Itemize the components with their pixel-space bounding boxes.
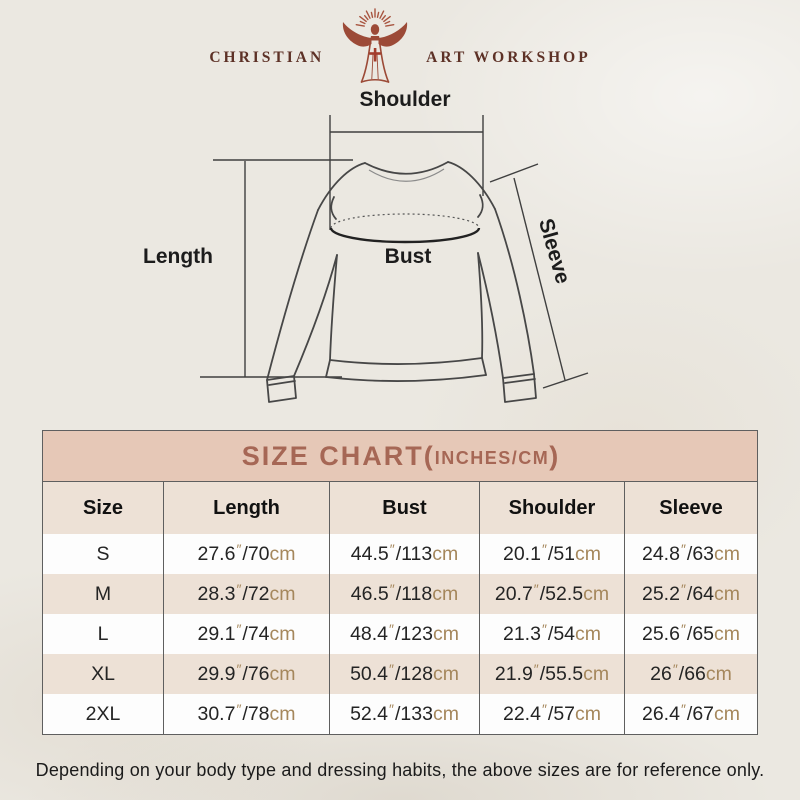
- column-header-sleeve: Sleeve: [659, 496, 723, 519]
- jesus-figure-icon: [330, 4, 420, 88]
- brand-header: [0, 4, 800, 96]
- sleeve-measurement-cell: 26 ″ /66 cm: [625, 654, 757, 694]
- size-chart-title-text: SIZE CHART(: [241, 440, 435, 471]
- shoulder-measurement-cell: 22.4 ″ /57 cm: [480, 694, 625, 734]
- table-row: [43, 574, 757, 614]
- table-row: [43, 654, 757, 694]
- size-chart-title: [43, 431, 757, 482]
- length-measurement-cell: 28.3 ″ /72 cm: [164, 574, 330, 614]
- sleeve-measurement-cell: 26.4 ″ /67 cm: [641, 701, 741, 725]
- sleeve-measurement-cell: 24.8 ″ /63 cm: [641, 541, 741, 565]
- size-cell: XL: [43, 654, 164, 694]
- sleeve-measurement-cell: 25.6 ″ /65 cm: [641, 621, 741, 645]
- size-cell: S: [43, 534, 164, 574]
- column-header-size: Size: [43, 482, 164, 534]
- length-measurement-cell: 30.7 ″ /78 cm: [164, 694, 330, 734]
- bust-measurement-cell: 48.4 ″ /123 cm: [330, 614, 480, 654]
- column-header-shoulder: Shoulder: [480, 482, 625, 534]
- table-row: [43, 534, 757, 574]
- size-chart-title-units: INCHES/CM: [434, 447, 550, 468]
- table-row: [43, 694, 757, 734]
- footer-note: Depending on your body type and dressing habits, the above sizes are for reference only.: [35, 760, 765, 780]
- column-header-length: Length: [164, 482, 330, 534]
- size-chart-body: [43, 534, 757, 734]
- size-chart-table: [42, 430, 758, 735]
- sleeve-measurement-cell: 25.2 ″ /64 cm: [625, 574, 757, 614]
- bust-measurement-cell: 46.5 ″ /118 cm: [330, 574, 480, 614]
- shoulder-measurement-cell: 21.3 ″ /54 cm: [480, 614, 625, 654]
- size-chart-title-close: ): [549, 440, 559, 471]
- brand-name-right: ART WORKSHOP: [426, 49, 591, 66]
- sleeve-label: Sleeve: [533, 216, 575, 287]
- shoulder-measurement-cell: 21.9 ″ /55.5 cm: [480, 654, 625, 694]
- length-measurement-cell: 29.1 ″ /74 cm: [164, 614, 330, 654]
- size-cell: L: [43, 614, 164, 654]
- length-label: Length: [143, 245, 213, 268]
- bust-label: Bust: [384, 245, 432, 268]
- shoulder-label: Shoulder: [359, 88, 451, 111]
- bust-measurement-cell: 50.4 ″ /128 cm: [330, 654, 480, 694]
- table-row: [43, 614, 757, 654]
- brand-name-left: CHRISTIAN: [209, 49, 325, 66]
- column-header-row: [43, 482, 757, 534]
- length-measurement-cell: 29.9 ″ /76 cm: [164, 654, 330, 694]
- length-measurement-cell: 27.6 ″ /70 cm: [164, 534, 330, 574]
- size-cell: M: [43, 574, 164, 614]
- shoulder-measurement-cell: 20.1 ″ /51 cm: [480, 534, 625, 574]
- bust-measurement-cell: 52.4 ″ /133 cm: [330, 694, 480, 734]
- column-header-bust: Bust: [330, 482, 480, 534]
- shoulder-measurement-cell: 20.7 ″ /52.5 cm: [480, 574, 625, 614]
- size-cell: 2XL: [43, 694, 164, 734]
- bust-measurement-cell: 44.5 ″ /113 cm: [330, 534, 480, 574]
